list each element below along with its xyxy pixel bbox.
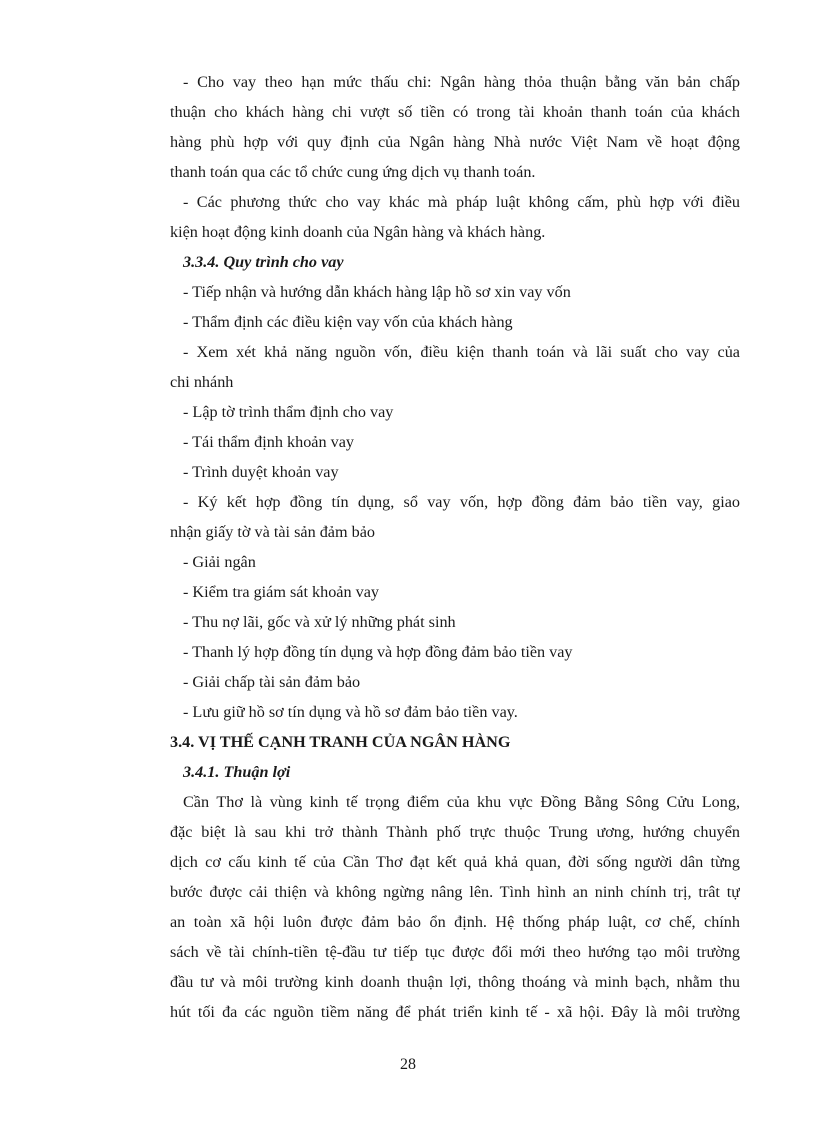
list-item: - Trình duyệt khoản vay (183, 463, 339, 481)
list-item: - Giải ngân (183, 553, 256, 571)
section-heading-34: 3.4. VỊ THẾ CẠNH TRANH CỦA NGÂN HÀNG (170, 733, 511, 751)
list-item: - Tiếp nhận và hướng dẫn khách hàng lập hồ sơ xin vay vốn (183, 283, 571, 301)
list-item: - Tái thẩm định khoản vay (183, 433, 354, 451)
paragraph-line: thuận cho khách hàng chi vượt số tiền có trong tài khoản thanh toán của khách (170, 103, 740, 121)
list-item: - Lập tờ trình thẩm định cho vay (183, 403, 394, 421)
list-item: - Lưu giữ hồ sơ tín dụng và hồ sơ đảm bảo tiền vay. (183, 703, 518, 721)
paragraph-line: đầu tư và môi trường kinh doanh thuận lợi, thông thoáng và minh bạch, nhằm thu (170, 973, 740, 991)
paragraph-line: - Cho vay theo hạn mức thấu chi: Ngân hàng thỏa thuận bằng văn bản chấp (183, 73, 740, 91)
paragraph-line: dịch cơ cấu kinh tế của Cần Thơ đạt kết quả khả quan, đời sống người dân từng (170, 853, 740, 871)
list-item-continuation: chi nhánh (170, 373, 234, 391)
paragraph-line: đặc biệt là sau khi trở thành Thành phố trực thuộc Trung ương, hướng chuyển (170, 823, 740, 841)
paragraph-line: bước được cải thiện và không ngừng nâng lên. Tình hình an ninh chính trị, trât tự (170, 883, 740, 901)
paragraph-line: kiện hoạt động kinh doanh của Ngân hàng và khách hàng. (170, 223, 546, 241)
list-item-continuation: nhận giấy tờ và tài sản đảm bảo (170, 523, 375, 541)
list-item: - Ký kết hợp đồng tín dụng, sổ vay vốn, hợp đồng đảm bảo tiền vay, giao (183, 493, 740, 511)
page-number: 28 (400, 1056, 416, 1073)
paragraph-line: hàng phù hợp với quy định của Ngân hàng Nhà nước Việt Nam về hoạt động (170, 133, 740, 151)
document-page (170, 67, 740, 1027)
list-item: - Thanh lý hợp đồng tín dụng và hợp đồng đảm bảo tiền vay (183, 643, 573, 661)
paragraph-line: sách về tài chính-tiền tệ-đầu tư tiếp tục được đổi mới theo hướng tạo môi trường (170, 943, 740, 961)
paragraph-line: thanh toán qua các tổ chức cung ứng dịch vụ thanh toán. (170, 163, 536, 181)
list-item: - Thu nợ lãi, gốc và xử lý những phát sinh (183, 613, 456, 631)
section-heading-334: 3.3.4. Quy trình cho vay (183, 253, 344, 271)
list-item: - Xem xét khả năng nguồn vốn, điều kiện thanh toán và lãi suất cho vay của (183, 343, 740, 361)
paragraph-line: Cần Thơ là vùng kinh tế trọng điểm của khu vực Đồng Bằng Sông Cửu Long, (183, 793, 740, 811)
section-heading-341: 3.4.1. Thuận lợi (183, 763, 291, 781)
paragraph-line: an toàn xã hội luôn được đảm bảo ổn định. Hệ thống pháp luật, cơ chế, chính (170, 913, 740, 931)
list-item: - Thẩm định các điều kiện vay vốn của khách hàng (183, 313, 513, 331)
paragraph-line: - Các phương thức cho vay khác mà pháp luật không cấm, phù hợp với điều (183, 193, 740, 211)
paragraph-line: hút tối đa các nguồn tiềm năng để phát triển kinh tế - xã hội. Đây là môi trường (170, 1003, 740, 1021)
list-item: - Kiểm tra giám sát khoản vay (183, 583, 379, 601)
list-item: - Giải chấp tài sản đảm bảo (183, 673, 361, 691)
